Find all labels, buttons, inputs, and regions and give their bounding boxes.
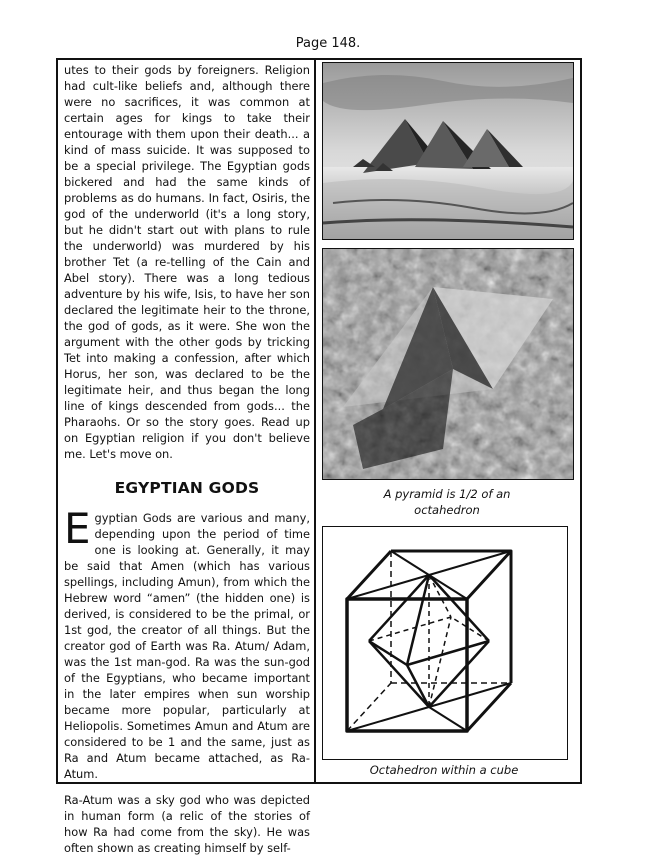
ra-atum-paragraph: Ra-Atum was a sky god who was depicted in human form (a relic of the stories of how Ra had come from the sky). He was often shown as creating himself by self- bbox=[64, 793, 310, 855]
cube-octahedron-diagram bbox=[322, 526, 568, 760]
column-divider bbox=[314, 58, 316, 784]
section-heading: EGYPTIAN GODS bbox=[114, 479, 260, 497]
left-column bbox=[64, 62, 310, 856]
pyramids-photo bbox=[322, 62, 574, 240]
octahedron-render-art bbox=[323, 249, 573, 479]
gods-paragraph-text: gyptian Gods are various and many, depending upon the period of time one is looking at. Generally, it may be said that Amen (which has various spellings, including Amun), from which the Hebrew word “amen” (the hidden one) is derived, is considered to be the primal, or 1st god, the creator of all things. But the creator god of Earth was Ra. Atum/ Adam, was the 1st man-god. Ra was the sun-god of the Egyptians, who became important in the later empires when sun worship became more popular, particularly at Heliopolis. Sometimes Amun and Atum are considered to be 1 and the same, just as Ra and Atum became attached, as Ra-Atum. bbox=[64, 511, 310, 781]
octahedron-render bbox=[322, 248, 574, 480]
caption-cube: Octahedron within a cube bbox=[369, 763, 519, 777]
dropcap: E bbox=[64, 504, 91, 553]
cube-octahedron-drawing bbox=[323, 527, 567, 759]
caption-pyramid: A pyramid is 1/2 of an octahedron bbox=[383, 487, 511, 517]
intro-paragraph: utes to their gods by foreigners. Religion had cult-like beliefs and, although there were no sacrifices, it was common at certain ages for kings to take their entourage with them upon their death... a kind of mass suicide. It was supposed to be a special privilege. The Egyptian gods bickered and had the same kinds of problems as do humans. In fact, Osiris, the god of the underworld (it's a long story, but he didn't start out with plans to rule the underworld) was murdered by his brother Tet (a re-telling of the Cain and Abel story). There was a long tedious adventure by his wife, Isis, to have her son declared the legitimate heir to the throne, the god of gods, as it were. She won the argument with the other gods by tricking Tet into making a confession, after which Horus, her son, was declared to be the legitimate heir, and thus began the long line of kings descended from gods... the Pharaohs. Or so the story goes. Read up on Egyptian religion if you don't believe me. Let's move on. bbox=[64, 63, 310, 461]
gods-paragraph bbox=[64, 504, 310, 782]
pyramids-photo-art bbox=[323, 63, 573, 239]
page-number: Page 148. bbox=[295, 36, 361, 51]
